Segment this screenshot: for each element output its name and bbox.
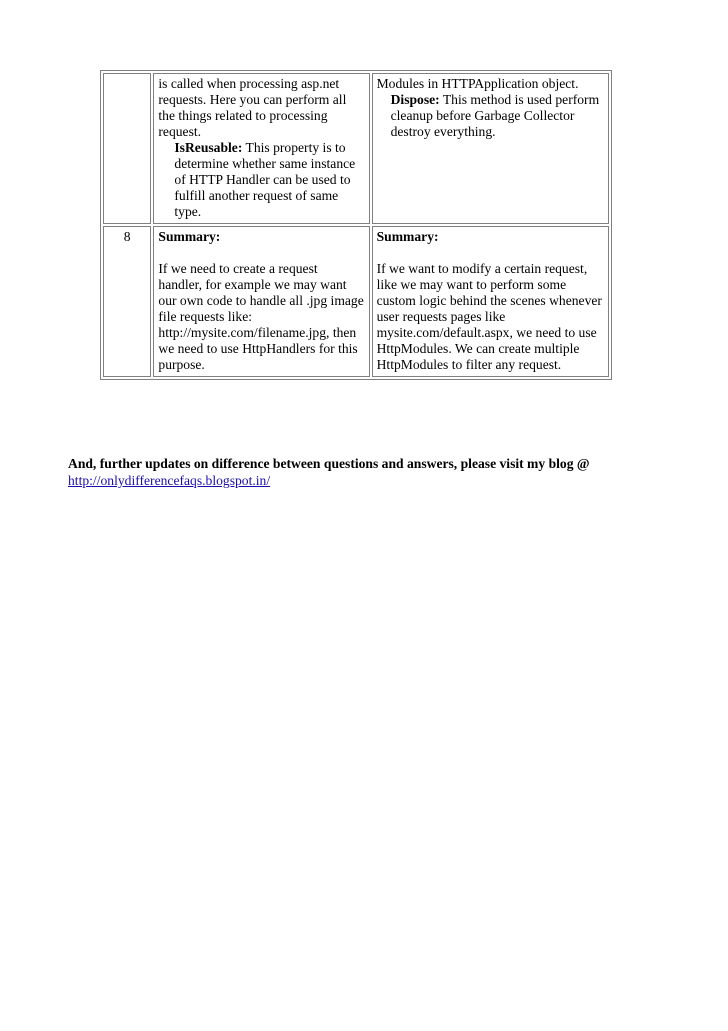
- footer-note: And, further updates on difference between questions and answers, please visit my blog @: [68, 456, 590, 471]
- property-label: IsReusable:: [174, 140, 243, 155]
- property-text: This property is to determine whether same instance of HTTP Handler can be used to fulfill another request of same type.: [174, 140, 356, 219]
- comparison-table: [100, 70, 612, 380]
- summary-text: If we want to modify a certain request, like we may want to perform some custom logic behind the scenes whenever user requests pages like mysite.com/default.aspx, we need to use HttpModules. We can create multiple HttpModules to filter any request.: [376, 261, 602, 372]
- method-text: This method is used perform cleanup before Garbage Collector destroy everything.: [390, 92, 600, 139]
- cell-text: is called when processing asp.net requests. Here you can perform all the things related to processing request.: [158, 76, 347, 139]
- blog-link[interactable]: http://onlydifferencefaqs.blogspot.in/: [68, 473, 271, 488]
- property-description: [158, 140, 364, 220]
- cell-text: Modules in HTTPApplication object.: [376, 76, 579, 91]
- row-number: [103, 73, 151, 224]
- table-row: [103, 226, 609, 377]
- method-description: [377, 92, 604, 140]
- httphandler-cell: [153, 73, 369, 224]
- row-number: 8: [103, 226, 151, 377]
- httpmodule-cell: [372, 73, 609, 224]
- summary-heading: Summary:: [376, 229, 439, 244]
- summary-heading: Summary:: [158, 229, 221, 244]
- httphandler-summary-cell: [153, 226, 369, 377]
- table-row: [103, 73, 609, 224]
- httpmodule-summary-cell: [372, 226, 609, 377]
- summary-text: If we need to create a request handler, for example we may want our own code to handle all .jpg image file requests like: http://mysite.com/filename.jpg, then we need to use HttpHandlers for this purpose.: [158, 261, 364, 372]
- method-label: Dispose:: [390, 92, 440, 107]
